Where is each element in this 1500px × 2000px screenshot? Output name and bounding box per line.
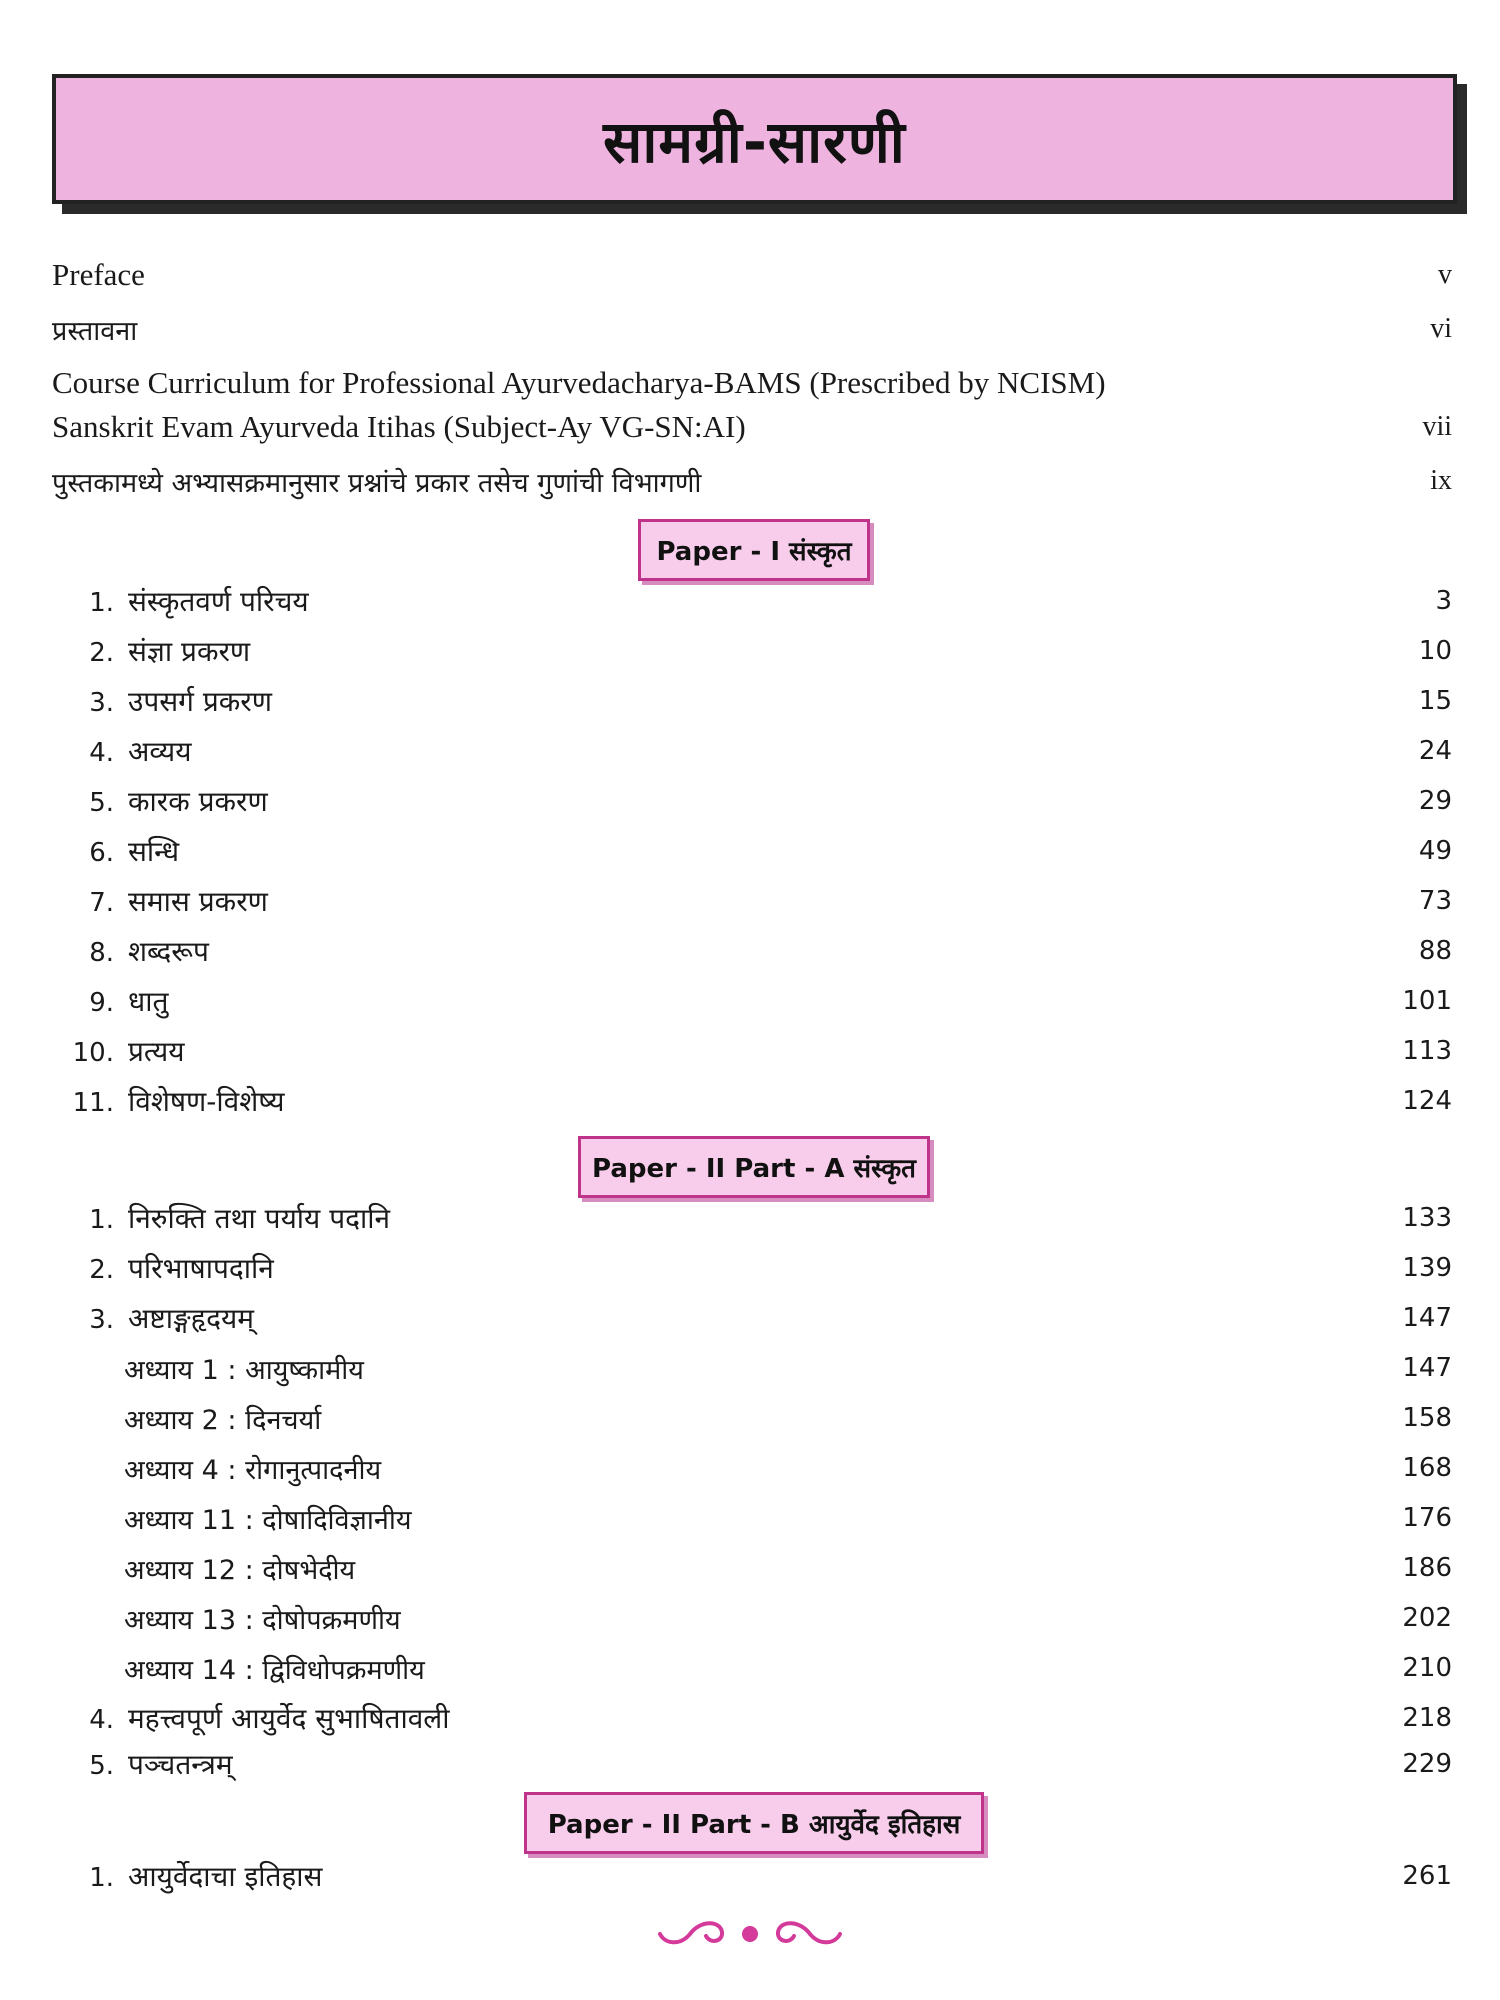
item-label: अष्टाङ्गहृदयम् bbox=[128, 1302, 254, 1335]
item-page: 49 bbox=[1418, 836, 1452, 866]
item-label: अव्यय bbox=[128, 735, 192, 768]
subitem-label: अध्याय 13 : दोषोपक्रमणीय bbox=[124, 1604, 401, 1636]
toc-entry-page: vii bbox=[1422, 411, 1452, 442]
toc-item[interactable] bbox=[64, 628, 1452, 674]
item-page: 133 bbox=[1402, 1203, 1452, 1233]
subitem-page: 210 bbox=[1402, 1653, 1452, 1683]
toc-item[interactable] bbox=[64, 728, 1452, 774]
item-label: पञ्चतन्त्रम् bbox=[128, 1748, 233, 1781]
section-heading-paper-2a bbox=[578, 1136, 930, 1198]
toc-entry-label: प्रस्तावना bbox=[52, 315, 138, 347]
item-label: संज्ञा प्रकरण bbox=[128, 635, 251, 668]
page-title: सामग्री-सारणी bbox=[603, 107, 906, 176]
item-number: 5. bbox=[89, 788, 114, 818]
item-number: 1. bbox=[89, 1863, 114, 1893]
item-number: 5. bbox=[89, 1751, 114, 1781]
section-heading-paper-2b bbox=[524, 1792, 984, 1854]
toc-entry-page: v bbox=[1438, 259, 1452, 290]
item-number: 11. bbox=[72, 1088, 114, 1118]
floral-divider-icon bbox=[650, 1912, 850, 1956]
section-heading-label: Paper - II Part - A संस्कृत bbox=[592, 1154, 916, 1184]
item-number: 4. bbox=[89, 738, 114, 768]
toc-subitem[interactable] bbox=[124, 1445, 1452, 1491]
toc-entry-prastavana[interactable] bbox=[52, 306, 1452, 352]
subitem-label: अध्याय 4 : रोगानुत्पादनीय bbox=[124, 1454, 382, 1486]
toc-item[interactable] bbox=[64, 1078, 1452, 1124]
toc-entry-question-types[interactable] bbox=[52, 458, 1452, 504]
item-number: 4. bbox=[89, 1705, 114, 1735]
toc-item[interactable] bbox=[64, 828, 1452, 874]
subitem-label: अध्याय 14 : द्विविधोपक्रमणीय bbox=[124, 1654, 425, 1686]
item-page: 101 bbox=[1402, 986, 1452, 1016]
toc-item[interactable] bbox=[64, 1295, 1452, 1341]
toc-subitem[interactable] bbox=[124, 1495, 1452, 1541]
toc-subitem[interactable] bbox=[124, 1545, 1452, 1591]
item-page: 24 bbox=[1418, 736, 1452, 766]
item-label: प्रत्यय bbox=[128, 1035, 185, 1068]
item-page: 261 bbox=[1402, 1861, 1452, 1891]
item-number: 2. bbox=[89, 1255, 114, 1285]
item-page: 124 bbox=[1402, 1086, 1452, 1116]
toc-item[interactable] bbox=[64, 1741, 1452, 1787]
item-number: 9. bbox=[89, 988, 114, 1018]
toc-item[interactable] bbox=[64, 1028, 1452, 1074]
subitem-page: 168 bbox=[1402, 1453, 1452, 1483]
subitem-page: 176 bbox=[1402, 1503, 1452, 1533]
item-label: महत्त्वपूर्ण आयुर्वेद सुभाषितावली bbox=[128, 1702, 450, 1735]
toc-item[interactable] bbox=[64, 1195, 1452, 1241]
toc-entry-page: ix bbox=[1430, 465, 1452, 496]
toc-item[interactable] bbox=[64, 578, 1452, 624]
item-page: 15 bbox=[1418, 686, 1452, 716]
toc-item[interactable] bbox=[64, 1853, 1452, 1899]
toc-entry-page: vi bbox=[1430, 313, 1452, 344]
item-page: 29 bbox=[1418, 786, 1452, 816]
item-label: विशेषण-विशेष्य bbox=[128, 1085, 285, 1118]
item-number: 6. bbox=[89, 838, 114, 868]
toc-item[interactable] bbox=[64, 878, 1452, 924]
item-number: 1. bbox=[89, 588, 114, 618]
item-label: परिभाषापदानि bbox=[128, 1252, 274, 1285]
section-heading-paper-1 bbox=[638, 519, 870, 581]
item-page: 229 bbox=[1402, 1749, 1452, 1779]
item-page: 147 bbox=[1402, 1303, 1452, 1333]
toc-subitem[interactable] bbox=[124, 1595, 1452, 1641]
item-number: 1. bbox=[89, 1205, 114, 1235]
item-number: 2. bbox=[89, 638, 114, 668]
page-title-box bbox=[52, 74, 1457, 204]
toc-entry-label: Course Curriculum for Professional Ayurvedacharya-BAMS (Prescribed by NCISM) bbox=[52, 365, 1106, 400]
item-label: समास प्रकरण bbox=[128, 885, 268, 918]
item-label: उपसर्ग प्रकरण bbox=[128, 685, 272, 718]
toc-subitem[interactable] bbox=[124, 1645, 1452, 1691]
item-label: शब्दरूप bbox=[128, 935, 209, 968]
item-number: 10. bbox=[72, 1038, 114, 1068]
subitem-page: 202 bbox=[1402, 1603, 1452, 1633]
subitem-label: अध्याय 2 : दिनचर्या bbox=[124, 1404, 322, 1436]
toc-subitem[interactable] bbox=[124, 1395, 1452, 1441]
section-heading-label: Paper - I संस्कृत bbox=[656, 537, 852, 567]
toc-entry-label: पुस्तकामध्ये अभ्यासक्रमानुसार प्रश्नांचे प्रकार तसेच गुणांची विभागणी bbox=[52, 467, 702, 499]
toc-entry-label: Sanskrit Evam Ayurveda Itihas (Subject-Ay VG-SN:AI) bbox=[52, 409, 746, 444]
subitem-page: 186 bbox=[1402, 1553, 1452, 1583]
item-label: संस्कृतवर्ण परिचय bbox=[128, 585, 309, 618]
toc-entry-subject[interactable] bbox=[52, 404, 1452, 450]
item-page: 218 bbox=[1402, 1703, 1452, 1733]
toc-item[interactable] bbox=[64, 1695, 1452, 1741]
item-page: 113 bbox=[1402, 1036, 1452, 1066]
item-label: धातु bbox=[128, 985, 169, 1018]
item-number: 3. bbox=[89, 688, 114, 718]
toc-entry-curriculum[interactable] bbox=[52, 360, 1452, 406]
toc-item[interactable] bbox=[64, 678, 1452, 724]
item-label: कारक प्रकरण bbox=[128, 785, 268, 818]
subitem-page: 158 bbox=[1402, 1403, 1452, 1433]
toc-entry-label: Preface bbox=[52, 257, 145, 292]
item-page: 73 bbox=[1418, 886, 1452, 916]
toc-entry-preface[interactable] bbox=[52, 252, 1452, 298]
item-page: 139 bbox=[1402, 1253, 1452, 1283]
subitem-label: अध्याय 12 : दोषभेदीय bbox=[124, 1554, 356, 1586]
item-page: 88 bbox=[1418, 936, 1452, 966]
section-heading-label: Paper - II Part - B आयुर्वेद इतिहास bbox=[547, 1810, 961, 1840]
item-label: आयुर्वेदाचा इतिहास bbox=[128, 1860, 323, 1893]
toc-item[interactable] bbox=[64, 978, 1452, 1024]
toc-subitem[interactable] bbox=[124, 1345, 1452, 1391]
item-page: 10 bbox=[1418, 636, 1452, 666]
subitem-page: 147 bbox=[1402, 1353, 1452, 1383]
toc-item[interactable] bbox=[64, 1245, 1452, 1291]
item-label: निरुक्ति तथा पर्याय पदानि bbox=[128, 1202, 391, 1235]
item-number: 3. bbox=[89, 1305, 114, 1335]
toc-item[interactable] bbox=[64, 928, 1452, 974]
toc-item[interactable] bbox=[64, 778, 1452, 824]
item-label: सन्धि bbox=[128, 835, 180, 868]
subitem-label: अध्याय 1 : आयुष्कामीय bbox=[124, 1354, 364, 1386]
subitem-label: अध्याय 11 : दोषादिविज्ञानीय bbox=[124, 1504, 412, 1536]
item-page: 3 bbox=[1435, 586, 1452, 616]
item-number: 7. bbox=[89, 888, 114, 918]
item-number: 8. bbox=[89, 938, 114, 968]
